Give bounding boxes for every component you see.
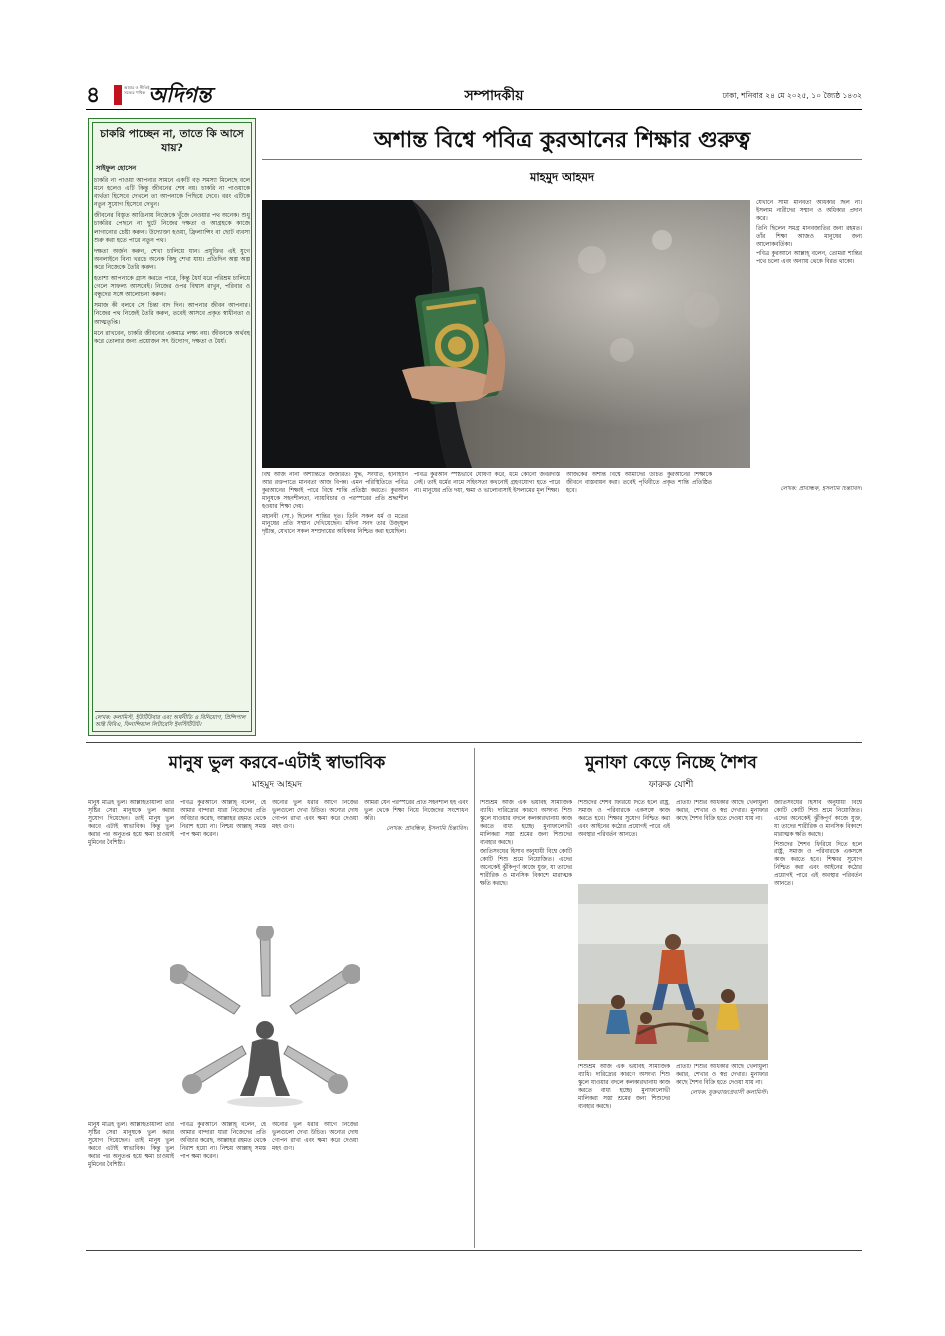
main-byline-end: লেখক: প্রাবন্ধিক, ইসলামি চিন্তাবিদ। bbox=[780, 486, 862, 492]
sidebar-headline: চাকরি পাচ্ছেন না, তাতে কি আসে যায়? bbox=[100, 128, 244, 154]
left-article-author: মাহমুদ আহমদ bbox=[252, 780, 302, 790]
right-col-6 bbox=[676, 1064, 768, 1240]
left-paragraph: পবিত্র কুরআনে আল্লাহ্ বলেন, হে আমার বান্দারা যারা নিজেদের প্রতি অবিচার করেছ, আল্লাহর রহমত থেকে নিরাশ হয়ো না। নিশ্চয় আল্লাহ্ সমস্ত পাপ ক্ষমা করেন। bbox=[180, 1122, 266, 1160]
sidebar-paragraph: দক্ষতা অর্জন করুন, শেখা চালিয়ে যান। প্রযুক্তির এই যুগে অনলাইনে বিনা খরচে অনেক কিছু শেখা যায়। প্রতিদিন অল্প অল্প করে নিজেকে তৈরি করুন। bbox=[94, 247, 250, 271]
section-title: সম্পাদকীয় bbox=[464, 88, 524, 104]
quran-photo bbox=[262, 200, 750, 468]
sidebar-author-note: লেখক: কলামিস্ট, ইউটিউবার এবং অর্থনীতি ও বিনিয়োগ, প্রিন্সিপাল আক্ট বিবিএ, ফিনান্সিয়াল লিটারেসি ইনস্টিটিউট। bbox=[95, 711, 249, 729]
main-paragraph: আজকের অশান্ত বিশ্বে আমাদের উচিত কুরআনের শিক্ষাকে জীবনে বাস্তবায়ন করা। তবেই পৃথিবীতে প্রকৃত শান্তি প্রতিষ্ঠিত হবে। bbox=[566, 472, 712, 494]
sidebar-author: সাইফুল হোসেন bbox=[96, 164, 137, 172]
right-paragraph: প্রতিটি শিশুর অধিকার আছে খেলাধুলা করার, শেখার ও স্বপ্ন দেখার। মুনাফার কাছে শৈশব বিক্রি হতে দেওয়া যায় না। bbox=[676, 1064, 768, 1086]
logo-red-tag bbox=[114, 85, 122, 105]
right-paragraph: শিশুদের শৈশব ফিরিয়ে দিতে হলে রাষ্ট্র, সমাজ ও পরিবারকে একসঙ্গে কাজ করতে হবে। শিক্ষার সুযোগ নিশ্চিত করা এবং আইনের কঠোর প্রয়োগই পারে এই অবস্থার পরিবর্তন আনতে। bbox=[578, 800, 670, 838]
main-paragraph: বিশ্ব আজ নানা অশান্তিতে জর্জরিত। যুদ্ধ, সংঘাত, হানাহানি আর রক্তপাতে মানবতা আজ বিপন্ন। এমন পরিস্থিতিতে পবিত্র কুরআনের শিক্ষাই পারে বিশ্বে শান্তি প্রতিষ্ঠা করতে। কুরআন মানুষকে সহনশীলতা, ন্যায়বিচার ও পরস্পরের প্রতি শ্রদ্ধাশীল হওয়ার শিক্ষা দেয়। bbox=[262, 472, 408, 510]
left-paragraph: অন্যের ভুল ধরার আগে নিজের ভুলগুলো দেখা উচিত। অন্যের দোষ গোপন রাখা এবং ক্ষমা করে দেওয়া মহৎ গুণ। bbox=[272, 1122, 358, 1152]
right-paragraph: শিশুশ্রম আজ এক ভয়াবহ সামাজিক ব্যাধি। দারিদ্র্যের কারণে অসংখ্য শিশু স্কুলে যাওয়ার বদলে কলকারখানায় কাজ করতে বাধ্য হচ্ছে। মুনাফালোভী মালিকরা সস্তা শ্রমের জন্য শিশুদের ব্যবহার করছে। bbox=[480, 800, 572, 846]
bottom-rule bbox=[86, 1250, 862, 1251]
right-paragraph: প্রতিটি শিশুর অধিকার আছে খেলাধুলা করার, শেখার ও স্বপ্ন দেখার। মুনাফার কাছে শৈশব বিক্রি হতে দেওয়া যায় না। bbox=[676, 800, 768, 822]
main-right-paragraph: পবিত্র কুরআনে আল্লাহ্ বলেন, তোমরা শান্তির পথে চলো এবং অন্যায় থেকে বিরত থাকো। bbox=[756, 251, 862, 266]
newspaper-logo bbox=[114, 82, 212, 108]
quran-photo-illustration bbox=[262, 200, 750, 468]
column-divider bbox=[474, 748, 475, 1248]
right-paragraph: জাতিসংঘের হিসাব অনুযায়ী বিশ্বে কোটি কোটি শিশু শ্রমে নিয়োজিত। এদের অনেকেই ঝুঁকিপূর্ণ কাজে যুক্ত, যা তাদের শারীরিক ও মানসিক বিকাশে মারাত্মক ক্ষতি করছে। bbox=[774, 800, 862, 838]
left-col-7 bbox=[272, 1122, 358, 1242]
right-article-author: ফারুক যোশী bbox=[648, 780, 694, 790]
main-column-3 bbox=[566, 472, 712, 734]
sidebar-paragraph: মনে রাখবেন, চাকরি জীবনের একমাত্র লক্ষ্য নয়। জীবনকে অর্থবহ করে তোলার জন্য প্রয়োজন সৎ উদ্যোগ, দক্ষতা ও ধৈর্য। bbox=[94, 329, 250, 345]
main-column-1 bbox=[262, 472, 408, 734]
main-paragraph: মহানবী (সা.) ছিলেন শান্তির দূত। তিনি সকল ধর্ম ও মতের মানুষের প্রতি সম্মান দেখিয়েছেন। মদিনা সনদ তার উজ্জ্বল দৃষ্টান্ত, যেখানে সকল সম্প্রদায়ের অধিকার নিশ্চিত করা হয়েছিল। bbox=[262, 513, 408, 536]
main-author: মাহমুদ আহমদ bbox=[529, 170, 595, 184]
main-right-paragraph: যেখানে সাম্য মানবতা অধিকার ছিল না। ইসলাম নারীদের সম্মান ও অধিকার প্রদান করে। bbox=[756, 200, 862, 222]
children-photo bbox=[578, 884, 768, 1060]
right-article-headline: মুনাফা কেড়ে নিচ্ছে শৈশব bbox=[585, 753, 757, 773]
left-paragraph: পবিত্র কুরআনে আল্লাহ্ বলেন, হে আমার বান্দারা যারা নিজেদের প্রতি অবিচার করেছ, আল্লাহর রহমত থেকে নিরাশ হয়ো না। নিশ্চয় আল্লাহ্ সমস্ত পাপ ক্ষমা করেন। bbox=[180, 800, 266, 838]
sidebar-column bbox=[88, 118, 256, 736]
right-col-1 bbox=[480, 800, 572, 1240]
logo-name: অদিগন্ত bbox=[148, 82, 212, 107]
left-paragraph: অন্যের ভুল ধরার আগে নিজের ভুলগুলো দেখা উচিত। অন্যের দোষ গোপন রাখা এবং ক্ষমা করে দেওয়া মহৎ গুণ। bbox=[272, 800, 358, 830]
left-paragraph: মানুষ মাত্রই ভুল। আল্লাহতায়ালা তাঁর সৃষ্টির সেরা মানুষকে ভুল করার সুযোগ দিয়েছেন। তাই মানুষ ভুল করবে এটাই স্বাভাবিক। কিন্তু ভুল করার পর অনুতপ্ত হয়ে ক্ষমা চাওয়াই মুমিনের বৈশিষ্ট্য। bbox=[88, 800, 174, 846]
right-paragraph: জাতিসংঘের হিসাব অনুযায়ী বিশ্বে কোটি কোটি শিশু শ্রমে নিয়োজিত। এদের অনেকেই ঝুঁকিপূর্ণ কাজে যুক্ত, যা তাদের শারীরিক ও মানসিক বিকাশে মারাত্মক ক্ষতি করছে। bbox=[480, 849, 572, 888]
left-col-3 bbox=[272, 800, 358, 926]
sidebar-paragraph: চাকরি না পাওয়া আপনার সামনে একটি বড় সমস্যা মিলেছে বলে মনে হলেও এটি কিন্তু জীবনের শেষ নয়। চাকরি না পাওয়াকে ব্যর্থতা হিসেবে দেখলে তা আপনাকে পিছিয়ে দেবে। বরং এটিকে নতুন সুযোগ হিসেবে দেখুন। bbox=[94, 177, 250, 209]
left-paragraph: মানুষ মাত্রই ভুল। আল্লাহতায়ালা তাঁর সৃষ্টির সেরা মানুষকে ভুল করার সুযোগ দিয়েছেন। তাই মানুষ ভুল করবে এটাই স্বাভাবিক। কিন্তু ভুল করার পর অনুতপ্ত হয়ে ক্ষমা চাওয়াই মুমিনের বৈশিষ্ট্য। bbox=[88, 1122, 174, 1168]
sidebar-paragraph: হতাশা আপনাকে গ্রাস করতে পারে, কিন্তু ধৈর্য ধরে পরিশ্রম চালিয়ে গেলে সাফল্য আসবেই। নিজের ওপর বিশ্বাস রাখুন, পরিবার ও বন্ধুদের সঙ্গে আলোচনা করুন। bbox=[94, 275, 250, 299]
main-right-column bbox=[756, 200, 862, 480]
right-col-3 bbox=[676, 800, 768, 880]
main-right-paragraph: তিনি ছিলেন সমগ্র মানবজাতির জন্য রহমত। তাঁর শিক্ষা আজও মানুষের জন্য আলোকবর্তিকা। bbox=[756, 225, 862, 248]
sidebar-paragraph: জীবনের বিস্তৃত আঙিনায় নিজেকে খুঁজে নেওয়ার পথ অনেক। শুধু চাকরির পেছনে না ছুটে নিজের দক্ষতা ও আগ্রহকে কাজে লাগানোর চেষ্টা করুন। উদ্যোক্তা হওয়া, ফ্রিল্যান্সিং বা ছোট ব্যবসা শুরু করা হতে পারে নতুন পথ। bbox=[94, 212, 250, 244]
right-paragraph: শিশুশ্রম আজ এক ভয়াবহ সামাজিক ব্যাধি। দারিদ্র্যের কারণে অসংখ্য শিশু স্কুলে যাওয়ার বদলে কলকারখানায় কাজ করতে বাধ্য হচ্ছে। মুনাফালোভী মালিকরা সস্তা শ্রমের জন্য শিশুদের ব্যবহার করছে। bbox=[578, 1064, 670, 1110]
left-col-5 bbox=[88, 1122, 174, 1242]
masthead bbox=[86, 82, 862, 110]
logo-tagline: আমার ও নীতিই সত্যের পথিক bbox=[124, 85, 150, 95]
main-paragraph: পবিত্র কুরআন স্পষ্টভাবে ঘোষণা করে, ধর্মে কোনো জবরদস্তি নেই। তাই ধর্মের নামে সহিংসতা কখনোই গ্রহণযোগ্য হতে পারে না। মানুষের প্রতি দয়া, ক্ষমা ও ভালোবাসাই ইসলামের মূল শিক্ষা। bbox=[414, 472, 560, 494]
left-byline-end: লেখক: প্রাবন্ধিক, ইসলামি চিন্তাবিদ। bbox=[386, 825, 468, 832]
page-number: ৪ bbox=[86, 83, 101, 108]
left-article-headline: মানুষ ভুল করবে-এটাই স্বাভাবিক bbox=[168, 753, 386, 773]
main-column-4 bbox=[716, 486, 862, 736]
left-col-6 bbox=[180, 1122, 266, 1242]
right-col-2 bbox=[578, 800, 670, 880]
left-col-1 bbox=[88, 800, 174, 926]
children-photo-illustration bbox=[578, 884, 768, 1060]
right-col-5 bbox=[578, 1064, 670, 1240]
main-column-2 bbox=[414, 472, 560, 734]
pointing-fingers-graphic bbox=[170, 926, 360, 1116]
left-col-4 bbox=[364, 800, 468, 1240]
dateline: ঢাকা, শনিবার ২৪ মে ২০২৫, ১০ জ্যৈষ্ঠ ১৪৩২ bbox=[722, 91, 862, 100]
right-byline-end: লেখক: যুক্তরাজ্যপ্রবাসী কলামিস্ট। bbox=[690, 1089, 768, 1096]
sidebar-paragraph: সমাজ কী বলবে সে চিন্তা বাদ দিন। আপনার জীবন আপনার। নিজের পথ নিজেই তৈরি করুন, তবেই আসবে প্রকৃত স্বাধীনতা ও আত্মতৃপ্তি। bbox=[94, 302, 250, 326]
main-headline: অশান্ত বিশ্বে পবিত্র কুরআনের শিক্ষার গুরুত্ব bbox=[262, 120, 862, 160]
right-col-4 bbox=[774, 800, 862, 1240]
pointing-fingers-illustration bbox=[170, 926, 360, 1116]
section-divider bbox=[86, 742, 862, 743]
left-paragraph: আমরা যেন পরস্পরের প্রতি সহনশীল হই এবং ভুল থেকে শিক্ষা নিয়ে নিজেদের সংশোধন করি। bbox=[364, 800, 468, 822]
right-paragraph: শিশুদের শৈশব ফিরিয়ে দিতে হলে রাষ্ট্র, সমাজ ও পরিবারকে একসঙ্গে কাজ করতে হবে। শিক্ষার সুযোগ নিশ্চিত করা এবং আইনের কঠোর প্রয়োগই পারে এই অবস্থার পরিবর্তন আনতে। bbox=[774, 841, 862, 888]
left-col-2 bbox=[180, 800, 266, 926]
